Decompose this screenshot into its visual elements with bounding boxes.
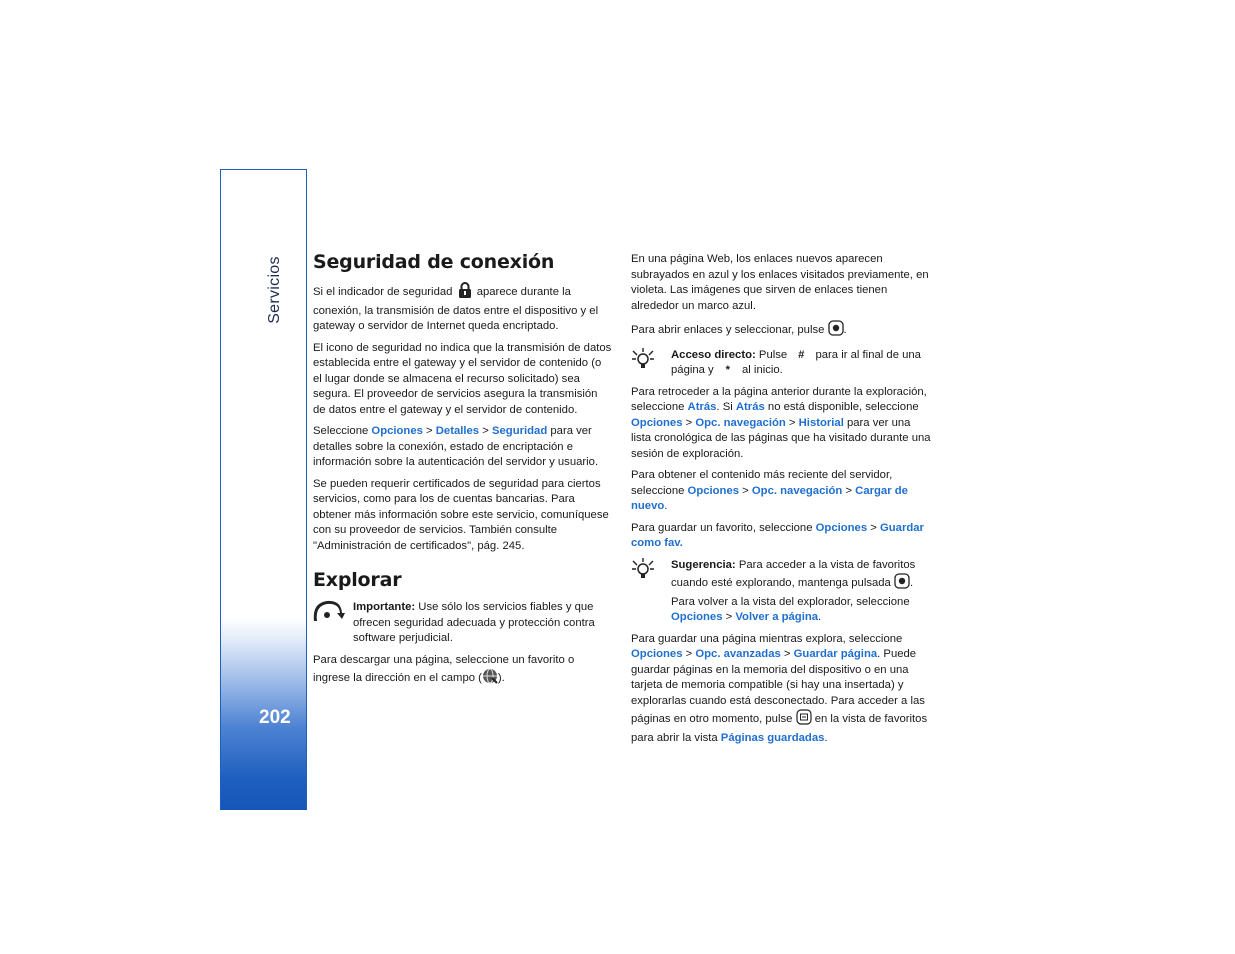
paragraph: En una página Web, los enlaces nuevos aparecen subrayados en azul y los enlaces visitados previamente, en violeta. Las imágenes que sirven de enlaces tienen alrededor un marco azul.: [631, 253, 929, 312]
link-opciones[interactable]: Opciones: [631, 416, 683, 429]
link-opciones[interactable]: Opciones: [687, 484, 740, 497]
heading-seguridad: Seguridad de conexión: [313, 251, 555, 273]
select-key-icon: [828, 320, 844, 342]
link-volver-a-pagina[interactable]: Volver a página: [735, 611, 819, 623]
section-label: Servicios: [266, 256, 283, 324]
link-cargar-de-nuevo[interactable]: Cargar de nuevo: [631, 484, 908, 512]
important-icon: [313, 600, 345, 630]
link-atras[interactable]: Atrás: [735, 401, 765, 413]
link-guardar-como-fav[interactable]: Guardar como fav.: [631, 521, 924, 549]
paragraph: El icono de seguridad no indica que la transmisión de datos establecida entre el gateway y el servidor de contenido (o el lugar donde se almacena el recurso solicitado) sea segura. El proveedor de servicios asegura la transmisión de datos entre el gateway y el servidor de contenido.: [313, 341, 612, 416]
right-column: [631, 252, 933, 752]
link-opc-avanzadas[interactable]: Opc. avanzadas: [695, 648, 781, 660]
shortcut-tip: Acceso directo: Pulse # para ir al final de una página y * al inicio.: [631, 348, 933, 379]
link-historial[interactable]: Historial: [798, 416, 844, 429]
paragraph: Si el indicador de seguridad aparece durante la conexión, la transmisión de datos entre el dispositivo y el gateway o servidor de Internet queda encriptado.: [313, 282, 613, 335]
link-opciones[interactable]: Opciones: [815, 521, 868, 534]
link-detalles[interactable]: Detalles: [435, 425, 480, 437]
paragraph: Se pueden requerir certificados de seguridad para ciertos servicios, como para los de cuentas bancarias. Para obtener más información sobre este servicio, comuníquese con su proveedor de servicios. También consulte "Administración de certificados", pág. 245.: [313, 477, 609, 552]
suggestion-tip: Sugerencia: Para acceder a la vista de favoritos cuando esté explorando, mantenga pulsada . Para volver a la vista del explorador, seleccione Opciones > Volver a página.: [631, 558, 933, 626]
link-paginas-guardadas[interactable]: Páginas guardadas: [720, 731, 825, 744]
lightbulb-icon: [631, 558, 655, 586]
link-opciones[interactable]: Opciones: [631, 648, 683, 660]
paragraph: Seleccione Opciones > Detalles > Seguridad para ver detalles sobre la conexión, estado de encriptación e información sobre la autenticación del servidor y usuario.: [313, 425, 599, 468]
paragraph: Para descargar una página, seleccione un favorito o ingrese la dirección en el campo ( ).: [313, 653, 613, 690]
paragraph: Para obtener el contenido más reciente del servidor, seleccione Opciones > Opc. navegación > Cargar de nuevo.: [631, 469, 908, 512]
heading-explorar: Explorar: [313, 569, 402, 591]
hash-key-icon: #: [798, 348, 805, 361]
paragraph: Para retroceder a la página anterior durante la exploración, seleccione Atrás. Si Atrás no está disponible, seleccione Opciones > Opc. navegación > Historial para ver una lista cronológica de las páginas que ha visitado durante una sesión de exploración.: [631, 385, 931, 460]
link-opciones[interactable]: Opciones: [371, 425, 423, 437]
important-note: Importante: Use sólo los servicios fiables y que ofrecen seguridad adecuada y protección contra software perjudicial.: [313, 600, 613, 647]
link-guardar-pagina[interactable]: Guardar página: [793, 648, 878, 660]
star-key-icon: *: [725, 364, 731, 376]
lightbulb-icon: [631, 348, 655, 376]
link-opciones[interactable]: Opciones: [671, 611, 723, 623]
paragraph: Para guardar un favorito, seleccione Opciones > Guardar como fav.: [631, 521, 924, 549]
page-number: 202: [259, 707, 291, 728]
paragraph: Para abrir enlaces y seleccionar, pulse .: [631, 320, 933, 342]
link-atras[interactable]: Atrás: [687, 401, 717, 413]
left-column: [313, 250, 613, 696]
link-seguridad[interactable]: Seguridad: [491, 425, 548, 437]
link-opc-navegacion[interactable]: Opc. navegación: [751, 484, 843, 497]
globe-icon: [482, 668, 498, 690]
paragraph: Para guardar una página mientras explora, seleccione Opciones > Opc. avanzadas > Guardar página. Puede guardar páginas en la memoria del dispositivo o en una tarjeta de memoria compatible (si hay una insertada) y explorarlas cuando está desconectado. Para acceder a las páginas en otro momento, pulse en la vista de favoritos para abrir la vista Páginas guardadas.: [631, 632, 928, 744]
select-key-icon: [894, 573, 910, 595]
link-opc-navegacion[interactable]: Opc. navegación: [695, 416, 786, 429]
saved-pages-key-icon: [796, 709, 812, 731]
lock-icon: [456, 282, 474, 304]
